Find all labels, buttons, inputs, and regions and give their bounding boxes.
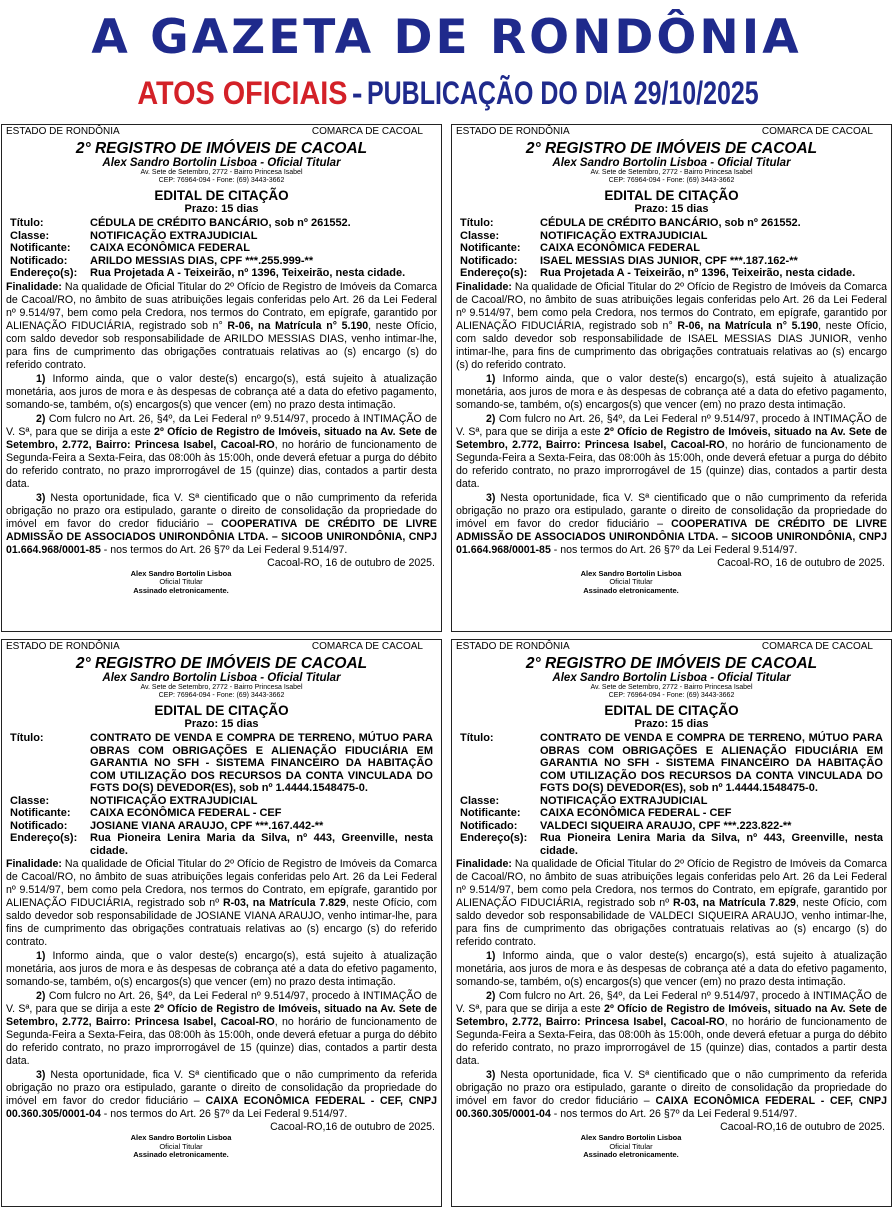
publication-date: PUBLICAÇÃO DO DIA 29/10/2025 bbox=[366, 75, 759, 111]
finalidade-label: Finalidade: bbox=[456, 858, 512, 870]
state-label: ESTADO DE RONDÔNIA bbox=[6, 126, 120, 137]
finalidade-paragraph bbox=[6, 281, 437, 372]
item-number: 3) bbox=[36, 491, 46, 504]
comarca-label: COMARCA DE CACOAL bbox=[761, 641, 873, 652]
item-3-text-end: - nos termos do Art. 26 §7º da Lei Federal 9.514/97. bbox=[100, 543, 348, 556]
field-label: Notificante: bbox=[460, 242, 521, 254]
item-1-paragraph bbox=[456, 950, 887, 989]
officer-name: Alex Sandro Bortolin Lisboa - Oficial Titular bbox=[102, 157, 341, 169]
registration-reference: R-06, na Matrícula n° 5.190 bbox=[677, 319, 819, 332]
officer-name: Alex Sandro Bortolin Lisboa - Oficial Titular bbox=[102, 672, 341, 684]
field-value: CAIXA ECONÔMICA FEDERAL bbox=[540, 242, 700, 254]
signature-role: Oficial Titular bbox=[159, 1141, 203, 1151]
field-endereco bbox=[10, 832, 437, 857]
finalidade-text: Na qualidade de Oficial Titular do 2º Ofício de Registro de Imóveis da Comarca de Cacoal/RO, no âmbito de suas atribuições legais conferidas pelo Art. 26 da Lei Federal nº 9.514/97, bem como pela Credora, nos termos do Contrato, em epígrafe, garantido por ALIENAÇÃO FIDUCIÁRIA, registrado sob nº bbox=[456, 858, 887, 909]
field-value: CAIXA ECONÔMICA FEDERAL - CEF bbox=[540, 807, 732, 819]
item-3-text: Nesta oportunidade, fica V. Sª cientificado que o não cumprimento da referida obrigação no prazo ora estipulado, garante o direito de consolidação da propriedade do imóvel em favor do credor fiduciário – bbox=[456, 1069, 887, 1107]
field-titulo bbox=[460, 732, 887, 795]
registration-reference: R-06, na Matrícula n° 5.190 bbox=[227, 319, 369, 332]
item-number: 2) bbox=[36, 990, 46, 1002]
field-label: Título: bbox=[10, 217, 44, 229]
field-classe bbox=[10, 230, 437, 243]
field-label: Título: bbox=[460, 217, 494, 229]
field-value: NOTIFICAÇÃO EXTRAJUDICIAL bbox=[540, 794, 708, 807]
finalidade-text-end: , neste Ofício, com saldo devedor sob responsabilidade de VALDECI SIQUEIRA ARAUJO, venho intimar-lhe, para fins de cumprimento das obrigações contratuais relativas ao (s) encargo (s) do referido contrato. bbox=[456, 897, 887, 948]
notice-4 bbox=[451, 639, 892, 1207]
comarca-label: COMARCA DE CACOAL bbox=[311, 641, 423, 652]
signature-name: Alex Sandro Bortolin Lisboa bbox=[130, 568, 232, 578]
item-3-paragraph bbox=[6, 1069, 437, 1121]
registry-title: 2° REGISTRO DE IMÓVEIS DE CACOAL bbox=[75, 140, 368, 157]
item-3-text: Nesta oportunidade, fica V. Sª cientificado que o não cumprimento da referida obrigação no prazo ora estipulado, garante o direito de consolidação da propriedade do imóvel em favor do credor fiduciário – bbox=[6, 491, 437, 530]
registration-reference: R-03, na Matrícula 7.829 bbox=[672, 897, 796, 909]
item-number: 1) bbox=[486, 372, 496, 385]
item-3-text-end: - nos termos do Art. 26 §7º da Lei Federal 9.514/97. bbox=[550, 543, 798, 556]
field-notificado bbox=[460, 820, 887, 833]
notice-top-row bbox=[456, 126, 887, 138]
field-notificado bbox=[460, 255, 887, 268]
item-2-text-end: , no horário de funcionamento de Segunda-Feira a Sexta-Feira, das 08:00h às 15:00h, onde deverá efetuar a purga do débito do referido contrato, no prazo improrrogável de 15 (quinze) dias, contados a partir desta data. bbox=[6, 1016, 437, 1067]
comarca-label: COMARCA DE CACOAL bbox=[311, 126, 423, 137]
notice-3 bbox=[1, 639, 442, 1207]
office-address: 2º Ofício de Registro de Imóveis, situado na Av. Sete de Setembro, 2.772, Bairro: Princesa Isabel, Cacoal-RO bbox=[6, 1003, 437, 1028]
finalidade-text-end: , neste Ofício, com saldo devedor sob responsabilidade de ARILDO MESSIAS DIAS, venho intimar-lhe, para fins de cumprimento das obrigações contratuais relativas ao (s) encargo (s) do referido contrato. bbox=[6, 319, 437, 371]
item-2-text-end: , no horário de funcionamento de Segunda-Feira a Sexta-Feira, das 08:00h às 15:00h, onde deverá efetuar a purga do débito do referido contrato, no prazo improrrogável de 15 (quinze) dias, contados a partir desta data. bbox=[456, 1016, 887, 1067]
item-number: 3) bbox=[486, 1069, 496, 1081]
notice-fields bbox=[10, 732, 437, 857]
field-label: Notificado: bbox=[460, 819, 518, 832]
registry-address: Av. Sete de Setembro, 2772 - Bairro Princesa Isabel bbox=[590, 169, 753, 176]
item-2-paragraph bbox=[6, 990, 437, 1068]
signature-note: Assinado eletronicamente. bbox=[583, 585, 679, 595]
item-2-text: Com fulcro no Art. 26, §4º, da Lei Federal nº 9.514/97, procedo à INTIMAÇÃO de V. Sª, para que se dirija a este bbox=[456, 990, 887, 1015]
field-value: CÉDULA DE CRÉDITO BANCÁRIO, sob nº 261552. bbox=[90, 217, 351, 229]
item-1-paragraph bbox=[6, 373, 437, 412]
state-label: ESTADO DE RONDÔNIA bbox=[456, 641, 570, 652]
field-notificado bbox=[10, 255, 437, 268]
item-number: 1) bbox=[36, 950, 46, 962]
item-1-paragraph bbox=[6, 950, 437, 989]
notice-fields bbox=[460, 732, 887, 857]
field-label: Notificante: bbox=[10, 242, 71, 254]
field-notificante bbox=[460, 807, 887, 820]
field-value: JOSIANE VIANA ARAUJO, CPF ***.167.442-** bbox=[90, 819, 324, 832]
field-label: Classe: bbox=[10, 794, 50, 807]
item-2-paragraph bbox=[456, 990, 887, 1068]
item-2-paragraph bbox=[456, 413, 887, 491]
field-value: CONTRATO DE VENDA E COMPRA DE TERRENO, MÚTUO PARA OBRAS COM OBRIGAÇÕES E ALIENAÇÃO FIDUCIÁRIA EM GARANTIA NO SFH - SISTEMA FINANCEIRO DA HABITAÇÃO COM UTILIZAÇÃO DOS RECURSOS DA CONTA VINCULADA DO FGTS DO(S) DEVEDOR(ES), sob nº 1.4444.1548475-0. bbox=[540, 732, 883, 794]
notice-heading: EDITAL DE CITAÇÃO bbox=[154, 188, 289, 203]
field-value: CONTRATO DE VENDA E COMPRA DE TERRENO, MÚTUO PARA OBRAS COM OBRIGAÇÕES E ALIENAÇÃO FIDUCIÁRIA EM GARANTIA NO SFH - SISTEMA FINANCEIRO DA HABITAÇÃO COM UTILIZAÇÃO DOS RECURSOS DA CONTA VINCULADA DO FGTS DO(S) DEVEDOR(ES), sob nº 1.4444.1548475-0. bbox=[90, 732, 433, 794]
signature-name: Alex Sandro Bortolin Lisboa bbox=[130, 1133, 232, 1142]
registry-address: Av. Sete de Setembro, 2772 - Bairro Princesa Isabel bbox=[140, 169, 303, 176]
notice-top-row bbox=[456, 641, 887, 653]
field-value: CAIXA ECONÔMICA FEDERAL - CEF bbox=[90, 807, 282, 819]
field-notificado bbox=[10, 820, 437, 833]
item-3-text-end: - nos termos do Art. 26 §7º da Lei Federal 9.514/97. bbox=[550, 1108, 798, 1120]
field-label: Notificante: bbox=[10, 807, 71, 819]
field-titulo bbox=[10, 732, 437, 795]
officer-name: Alex Sandro Bortolin Lisboa - Oficial Titular bbox=[552, 672, 791, 684]
item-3-paragraph bbox=[456, 492, 887, 557]
registry-contact: CEP: 76964-094 - Fone: (69) 3443-3662 bbox=[608, 692, 735, 699]
item-number: 1) bbox=[486, 950, 496, 962]
item-1-text: Informo ainda, que o valor deste(s) encargo(s), está sujeito à atualização monetária, aos juros de mora e às despesas de cobrança até a data do efetivo pagamento, somando-se, também, o(s) encargos(s) que vencer (em) no prazo desta intimação. bbox=[6, 372, 437, 411]
field-titulo bbox=[460, 217, 887, 230]
item-3-paragraph bbox=[456, 1069, 887, 1121]
field-label: Notificado: bbox=[460, 254, 518, 267]
item-2-text: Com fulcro no Art. 26, §4º, da Lei Federal nº 9.514/97, procedo à INTIMAÇÃO de V. Sª, para que se dirija a este bbox=[6, 990, 437, 1015]
notice-1 bbox=[1, 124, 442, 632]
field-value: VALDECI SIQUEIRA ARAUJO, CPF ***.223.822-** bbox=[540, 819, 792, 832]
registry-address: Av. Sete de Setembro, 2772 - Bairro Princesa Isabel bbox=[590, 684, 753, 691]
creditor-name: CAIXA ECONÔMICA FEDERAL - CEF, CNPJ 00.360.305/0001-04 bbox=[456, 1095, 887, 1120]
notice-deadline: Prazo: 15 dias bbox=[184, 203, 259, 215]
item-1-text: Informo ainda, que o valor deste(s) encargo(s), está sujeito à atualização monetária, aos juros de mora e às despesas de cobrança até a data do efetivo pagamento, somando-se, também, o(s) encargos(s) que vencer (em) no prazo desta intimação. bbox=[6, 950, 437, 988]
notice-fields bbox=[10, 217, 437, 280]
notice-date: Cacoal-RO,16 de outubro de 2025. bbox=[270, 1121, 435, 1133]
field-label: Endereço(s): bbox=[10, 832, 78, 844]
item-2-text-end: , no horário de funcionamento de Segunda-Feira a Sexta-Feira, das 08:00h às 15:00h, onde deverá efetuar a purga do débito do referido contrato, no prazo improrrogável de 15 (quinze) dias, contados a partir desta data. bbox=[456, 438, 887, 490]
masthead bbox=[0, 0, 893, 124]
finalidade-label: Finalidade: bbox=[6, 280, 62, 293]
item-number: 2) bbox=[36, 412, 46, 425]
item-number: 3) bbox=[36, 1069, 46, 1081]
signature-name: Alex Sandro Bortolin Lisboa bbox=[580, 568, 682, 578]
publication-line bbox=[0, 70, 893, 123]
office-address: 2º Ofício de Registro de Imóveis, situado na Av. Sete de Setembro, 2.772, Bairro: Princesa Isabel, Cacoal-RO bbox=[6, 425, 437, 451]
state-label: ESTADO DE RONDÔNIA bbox=[6, 641, 120, 652]
notice-top-row bbox=[6, 126, 437, 138]
field-label: Classe: bbox=[460, 229, 500, 242]
notice-top-row bbox=[6, 641, 437, 653]
signature-role: Oficial Titular bbox=[159, 577, 203, 586]
item-2-text-end: , no horário de funcionamento de Segunda-Feira a Sexta-Feira, das 08:00h às 15:00h, onde deverá efetuar a purga do débito do referido contrato, no prazo improrrogável de 15 (quinze) dias, contados a partir desta data. bbox=[6, 438, 437, 490]
signature-note: Assinado eletronicamente. bbox=[583, 1150, 679, 1159]
field-label: Título: bbox=[460, 732, 494, 744]
item-number: 1) bbox=[36, 372, 46, 385]
notice-date: Cacoal-RO, 16 de outubro de 2025. bbox=[267, 556, 435, 569]
signature-role: Oficial Titular bbox=[609, 1141, 653, 1151]
notice-date: Cacoal-RO,16 de outubro de 2025. bbox=[720, 1121, 885, 1133]
field-label: Notificado: bbox=[10, 819, 68, 832]
notice-date: Cacoal-RO, 16 de outubro de 2025. bbox=[717, 556, 885, 569]
finalidade-text: Na qualidade de Oficial Titular do 2º Ofício de Registro de Imóveis da Comarca de Cacoal/RO, no âmbito de suas atribuições legais conferidas pelo Art. 26 da Lei Federal nº 9.514/97, bem como pela Credora, nos termos do Contrato, em epígrafe, garantido por ALIENAÇÃO FIDUCIÁRIA, registrado sob n° bbox=[6, 280, 437, 332]
signature-role: Oficial Titular bbox=[609, 577, 653, 586]
field-value: CAIXA ECONÔMICA FEDERAL bbox=[90, 242, 250, 254]
item-number: 3) bbox=[486, 491, 496, 504]
item-3-text: Nesta oportunidade, fica V. Sª cientificado que o não cumprimento da referida obrigação no prazo ora estipulado, garante o direito de consolidação da propriedade do imóvel em favor do credor fiduciário – bbox=[456, 491, 887, 530]
item-1-paragraph bbox=[456, 373, 887, 412]
creditor-name: COOPERATIVA DE CRÉDITO DE LIVRE ADMISSÃO DE ASSOCIADOS UNIRONDÔNIA LTDA. – SICOOB UNIRONDÔNIA, CNPJ 01.664.968/0001-85 bbox=[6, 517, 437, 556]
item-2-text: Com fulcro no Art. 26, §4º, da Lei Federal nº 9.514/97, procedo à INTIMAÇÃO de V. Sª, para que se dirija a este bbox=[456, 412, 887, 438]
office-address: 2º Ofício de Registro de Imóveis, situado na Av. Sete de Setembro, 2.772, Bairro: Princesa Isabel, Cacoal-RO bbox=[456, 425, 887, 451]
field-value: CÉDULA DE CRÉDITO BANCÁRIO, sob nº 261552. bbox=[540, 217, 801, 229]
creditor-name: CAIXA ECONÔMICA FEDERAL - CEF, CNPJ 00.360.305/0001-04 bbox=[6, 1095, 437, 1120]
field-value: ARILDO MESSIAS DIAS, CPF ***.255.999-** bbox=[90, 254, 314, 267]
field-notificante bbox=[10, 807, 437, 820]
notice-deadline: Prazo: 15 dias bbox=[184, 718, 259, 730]
notice-deadline: Prazo: 15 dias bbox=[634, 718, 709, 730]
field-endereco bbox=[460, 267, 887, 280]
finalidade-paragraph bbox=[456, 281, 887, 372]
registry-contact: CEP: 76964-094 - Fone: (69) 3443-3662 bbox=[608, 177, 735, 184]
signature-note: Assinado eletronicamente. bbox=[133, 585, 229, 595]
item-1-text: Informo ainda, que o valor deste(s) encargo(s), está sujeito à atualização monetária, aos juros de mora e às despesas de cobrança até a data do efetivo pagamento, somando-se, também, o(s) encargos(s) que vencer (em) no prazo desta intimação. bbox=[456, 950, 887, 988]
field-value: NOTIFICAÇÃO EXTRAJUDICIAL bbox=[90, 229, 258, 242]
field-value: NOTIFICAÇÃO EXTRAJUDICIAL bbox=[540, 229, 708, 242]
finalidade-text-end: , neste Ofício, com saldo devedor sob responsabilidade de ISAEL MESSIAS DIAS JUNIOR, venho intimar-lhe, para fins de cumprimento das obrigações contratuais relativas ao (s) encargo (s) do referido contrato. bbox=[456, 319, 887, 371]
item-number: 2) bbox=[486, 990, 496, 1002]
comarca-label: COMARCA DE CACOAL bbox=[761, 126, 873, 137]
field-notificante bbox=[460, 242, 887, 255]
field-classe bbox=[10, 795, 437, 808]
finalidade-paragraph bbox=[6, 858, 437, 949]
registry-address: Av. Sete de Setembro, 2772 - Bairro Princesa Isabel bbox=[140, 684, 303, 691]
signature-name: Alex Sandro Bortolin Lisboa bbox=[580, 1133, 682, 1142]
item-3-text: Nesta oportunidade, fica V. Sª cientificado que o não cumprimento da referida obrigação no prazo ora estipulado, garante o direito de consolidação da propriedade do imóvel em favor do credor fiduciário – bbox=[6, 1069, 437, 1107]
registry-contact: CEP: 76964-094 - Fone: (69) 3443-3662 bbox=[158, 177, 285, 184]
field-value: Rua Pioneira Lenira Maria da Silva, nº 443, Greenville, nesta cidade. bbox=[90, 832, 433, 857]
field-value: Rua Projetada A - Teixeirão, nº 1396, Teixeirão, nesta cidade. bbox=[540, 267, 856, 279]
office-address: 2º Ofício de Registro de Imóveis, situado na Av. Sete de Setembro, 2.772, Bairro: Princesa Isabel, Cacoal-RO bbox=[456, 1003, 887, 1028]
field-label: Notificado: bbox=[10, 254, 68, 267]
registry-title: 2° REGISTRO DE IMÓVEIS DE CACOAL bbox=[75, 655, 368, 672]
officer-name: Alex Sandro Bortolin Lisboa - Oficial Titular bbox=[552, 157, 791, 169]
item-2-text: Com fulcro no Art. 26, §4º, da Lei Federal nº 9.514/97, procedo à INTIMAÇÃO de V. Sª, para que se dirija a este bbox=[6, 412, 437, 438]
signature-note: Assinado eletronicamente. bbox=[133, 1150, 229, 1159]
finalidade-text-end: , neste Ofício, com saldo devedor sob responsabilidade de JOSIANE VIANA ARAUJO, venho intimar-lhe, para fins de cumprimento das obrigações contratuais relativas ao (s) encargo (s) do referido contrato. bbox=[6, 897, 437, 948]
creditor-name: COOPERATIVA DE CRÉDITO DE LIVRE ADMISSÃO DE ASSOCIADOS UNIRONDÔNIA LTDA. – SICOOB UNIRONDÔNIA, CNPJ 01.664.968/0001-85 bbox=[456, 517, 887, 556]
field-label: Endereço(s): bbox=[460, 832, 528, 844]
field-label: Título: bbox=[10, 732, 44, 744]
state-label: ESTADO DE RONDÔNIA bbox=[456, 126, 570, 137]
finalidade-label: Finalidade: bbox=[456, 280, 512, 293]
registry-title: 2° REGISTRO DE IMÓVEIS DE CACOAL bbox=[525, 140, 818, 157]
item-number: 2) bbox=[486, 412, 496, 425]
field-label: Notificante: bbox=[460, 807, 521, 819]
field-value: NOTIFICAÇÃO EXTRAJUDICIAL bbox=[90, 794, 258, 807]
item-1-text: Informo ainda, que o valor deste(s) encargo(s), está sujeito à atualização monetária, aos juros de mora e às despesas de cobrança até a data do efetivo pagamento, somando-se, também, o(s) encargos(s) que vencer (em) no prazo desta intimação. bbox=[456, 372, 887, 411]
field-label: Endereço(s): bbox=[460, 267, 528, 279]
notice-deadline: Prazo: 15 dias bbox=[634, 203, 709, 215]
field-titulo bbox=[10, 217, 437, 230]
notice-fields bbox=[460, 217, 887, 280]
item-2-paragraph bbox=[6, 413, 437, 491]
field-classe bbox=[460, 230, 887, 243]
field-label: Classe: bbox=[460, 794, 500, 807]
field-value: Rua Projetada A - Teixeirão, nº 1396, Teixeirão, nesta cidade. bbox=[90, 267, 406, 279]
notice-heading: EDITAL DE CITAÇÃO bbox=[604, 188, 739, 203]
field-endereco bbox=[460, 832, 887, 857]
notice-heading: EDITAL DE CITAÇÃO bbox=[154, 703, 289, 718]
field-endereco bbox=[10, 267, 437, 280]
finalidade-text: Na qualidade de Oficial Titular do 2º Ofício de Registro de Imóveis da Comarca de Cacoal/RO, no âmbito de suas atribuições legais conferidas pelo Art. 26 da Lei Federal nº 9.514/97, bem como pela Credora, nos termos do Contrato, em epígrafe, garantido por ALIENAÇÃO FIDUCIÁRIA, registrado sob nº bbox=[6, 858, 437, 909]
registry-contact: CEP: 76964-094 - Fone: (69) 3443-3662 bbox=[158, 692, 285, 699]
item-3-paragraph bbox=[6, 492, 437, 557]
field-value: Rua Pioneira Lenira Maria da Silva, nº 443, Greenville, nesta cidade. bbox=[540, 832, 883, 857]
item-3-text-end: - nos termos do Art. 26 §7º da Lei Federal 9.514/97. bbox=[100, 1108, 348, 1120]
notice-2 bbox=[451, 124, 892, 632]
finalidade-paragraph bbox=[456, 858, 887, 949]
title-separator: - bbox=[351, 75, 363, 111]
section-title: ATOS OFICIAIS bbox=[137, 75, 348, 111]
finalidade-text: Na qualidade de Oficial Titular do 2º Ofício de Registro de Imóveis da Comarca de Cacoal/RO, no âmbito de suas atribuições legais conferidas pelo Art. 26 da Lei Federal nº 9.514/97, bem como pela Credora, nos termos do Contrato, em epígrafe, garantido por ALIENAÇÃO FIDUCIÁRIA, registrado sob n° bbox=[456, 280, 887, 332]
field-classe bbox=[460, 795, 887, 808]
field-notificante bbox=[10, 242, 437, 255]
notice-heading: EDITAL DE CITAÇÃO bbox=[604, 703, 739, 718]
field-label: Endereço(s): bbox=[10, 267, 78, 279]
registration-reference: R-03, na Matrícula 7.829 bbox=[222, 897, 346, 909]
field-label: Classe: bbox=[10, 229, 50, 242]
newspaper-title: A GAZETA DE RONDÔNIA bbox=[91, 10, 802, 65]
registry-title: 2° REGISTRO DE IMÓVEIS DE CACOAL bbox=[525, 655, 818, 672]
finalidade-label: Finalidade: bbox=[6, 858, 62, 870]
field-value: ISAEL MESSIAS DIAS JUNIOR, CPF ***.187.162-** bbox=[540, 254, 798, 267]
